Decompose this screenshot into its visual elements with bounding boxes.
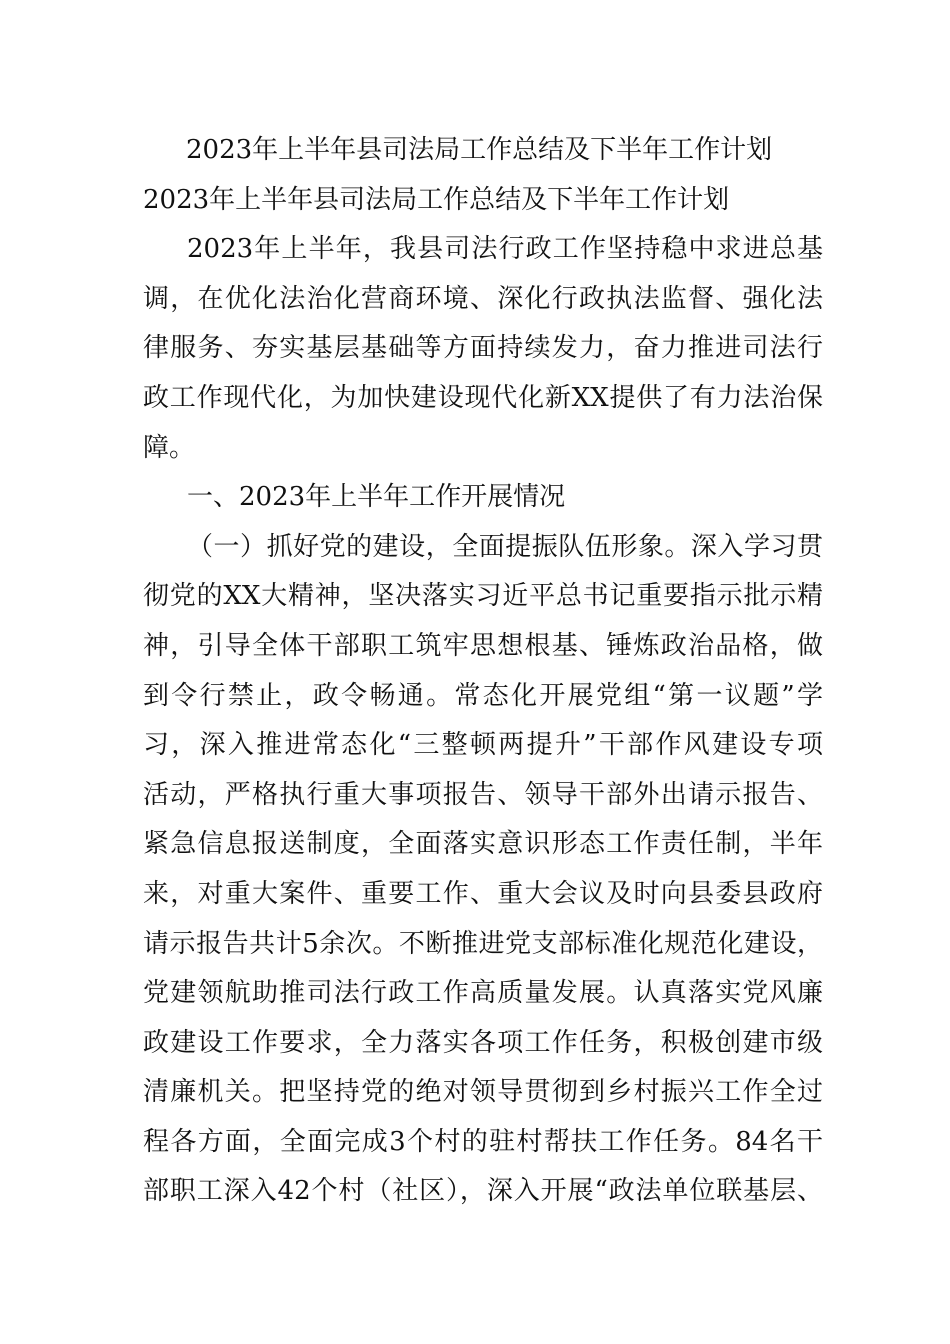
paragraph-line: 紧急信息报送制度，全面落实意识形态工作责任制，半年 [143, 829, 823, 860]
document-title: 2023年上半年县司法局工作总结及下半年工作计划 [186, 135, 773, 165]
intro-line: 律服务、夯实基层基础等方面持续发力，奋力推进司法行 [143, 333, 823, 364]
section-heading: 一、2023年上半年工作开展情况 [187, 482, 566, 513]
intro-line: 政工作现代化，为加快建设现代化新XX提供了有力法治保 [143, 382, 823, 413]
paragraph-line: 清廉机关。把坚持党的绝对领导贯彻到乡村振兴工作全过 [143, 1077, 823, 1108]
paragraph-line: 彻党的XX大精神，坚决落实习近平总书记重要指示批示精 [143, 581, 823, 612]
paragraph-line: 来，对重大案件、重要工作、重大会议及时向县委县政府 [143, 878, 823, 909]
document-body [143, 126, 823, 1217]
paragraph-line: 活动，严格执行重大事项报告、领导干部外出请示报告、 [143, 779, 823, 810]
paragraph-line: 部职工深入42个村（社区），深入开展“政法单位联基层、 [143, 1176, 823, 1207]
paragraph-line: 到令行禁止，政令畅通。常态化开展党组“第一议题”学 [143, 680, 823, 711]
paragraph-line: 党建领航助推司法行政工作高质量发展。认真落实党风廉 [143, 978, 823, 1009]
document-subtitle: 2023年上半年县司法局工作总结及下半年工作计划 [143, 184, 730, 215]
intro-line: 2023年上半年，我县司法行政工作坚持稳中求进总基 [187, 234, 823, 265]
paragraph-line: 请示报告共计5余次。不断推进党支部标准化规范化建设， [143, 928, 823, 959]
paragraph-line: （一）抓好党的建设，全面提振队伍形象。深入学习贯 [187, 531, 823, 562]
paragraph-line: 程各方面，全面完成3个村的驻村帮扶工作任务。84名干 [143, 1126, 823, 1157]
paragraph-line: 神，引导全体干部职工筑牢思想根基、锤炼政治品格，做 [143, 630, 823, 661]
paragraph-line: 政建设工作要求，全力落实各项工作任务，积极创建市级 [143, 1027, 823, 1058]
intro-line: 调，在优化法治化营商环境、深化行政执法监督、强化法 [143, 283, 823, 314]
intro-line: 障。 [143, 432, 196, 463]
paragraph-line: 习，深入推进常态化“三整顿两提升”干部作风建设专项 [143, 730, 823, 761]
